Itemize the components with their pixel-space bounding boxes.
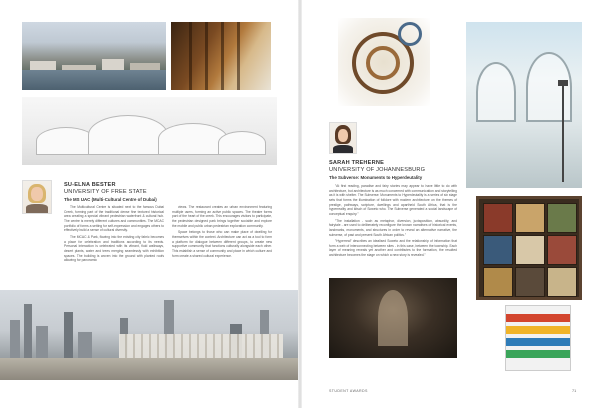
left-body-column-1 <box>64 205 164 265</box>
author-affiliation-bester: UNIVERSITY OF FREE STATE <box>64 188 147 195</box>
dark-interior-image <box>329 278 457 358</box>
author-name-bester: SU-ELNA BESTER UNIVERSITY OF FREE STATE <box>64 182 147 195</box>
paragraph: "Hyperreal" describes an idealised Soweto and the relationship of information that form a web of interconnecting between sites - in this case, between the township. Each layer of meaning reveals yet another and contributes to the formation, the resulted architecture becomes the stage on which a new story is revealed." <box>329 238 457 257</box>
footer-section-label: STUDENT AWARDS <box>329 389 368 393</box>
paragraph: views. The restaurant creates an urban environment featuring multiple users, forming an active public spaces. The theatre forms part of the heart of the creek. This encourages visitors to participate, the pedestrian designed park brings together sociable and explore the mobile and public urban pedestrian exploration community. <box>172 205 272 228</box>
author-affiliation-treherne: UNIVERSITY OF JOHANNESBURG <box>329 166 426 173</box>
collage-installation-image <box>466 22 582 188</box>
display-box-image <box>476 196 582 300</box>
author-portrait-bester <box>22 180 52 214</box>
aerial-render-image <box>22 22 166 90</box>
spread-gutter <box>298 0 302 408</box>
author-portrait-treherne <box>329 122 357 154</box>
sculptural-gears-image <box>338 18 430 106</box>
book-cover-image <box>505 305 571 371</box>
page-number: 71 <box>572 389 577 393</box>
paragraph: "The installation - such as metaphor, diversion, juxtaposition, absurdity, and fairytale - are used to deliberately reconfigure the known narratives of historical events, landmarks, monuments, and structures in order to reveal an alternative narrative, the subverse, of past and present South African politics." <box>329 218 457 237</box>
left-body-column-2 <box>172 205 272 260</box>
paragraph: Space belongs to those who can make place of dwelling for themselves within the context. Architecture can act as a tool to form a platform for dialogue between different groups, to create new supportive community that functions culturally alongside each other. This establish a sense of community and place in which culture and form create a shared cultural experience. <box>172 230 272 258</box>
project-title-right: The Subverse: Monuments to Hyperdeutality <box>329 175 423 180</box>
architectural-model-image <box>22 97 277 165</box>
right-body-text <box>329 184 457 259</box>
paragraph: The MCAC & Park, flowing into the existing city fabric becomes a place for celebration and traditions according to its needs. Personal interaction is celebrated with its vibrant, fluid walkways, desert plants, water and trees merging seamlessly with exhibition spaces. The building is woven into the ground with planted roofs allowing for panoramic <box>64 234 164 263</box>
paragraph: "At first reading, paradise and fairy stories may appear to have little to do with architecture, but architecture is as much concerned with communication and storytelling as it is with shelter. The Subverse: Monuments to Hyperdeutality is a series of six stage sets that forms the illumination of folklore with modern architecture on the themes of prestige, pathways, scripture, dwellings and apartheid South Africa, that is the hyperreality and kitsch of Soweto who. The Subverse generated a social landscape of conceptual enquiry." <box>329 184 457 217</box>
paragraph: The Multicultural Centre is situated next to the famous Dubai Creek, forming part of the traditional dense fine textured historical area creating a special vibrant pedestrian waterfront & cultural hub. The centre is merely different cultures and communities. The MCAC portfolio of forms a setting for self-expression and engages others to effectively build a sense of cultural diversity. <box>64 205 164 233</box>
project-title-left: The MS UAC (Multi-Cultural Centre of Dubai) <box>64 197 157 202</box>
wooden-interior-image <box>171 22 271 90</box>
author-name-treherne: SARAH TREHERNE UNIVERSITY OF JOHANNESBURG <box>329 160 426 173</box>
city-skyline-render-image <box>0 290 298 380</box>
